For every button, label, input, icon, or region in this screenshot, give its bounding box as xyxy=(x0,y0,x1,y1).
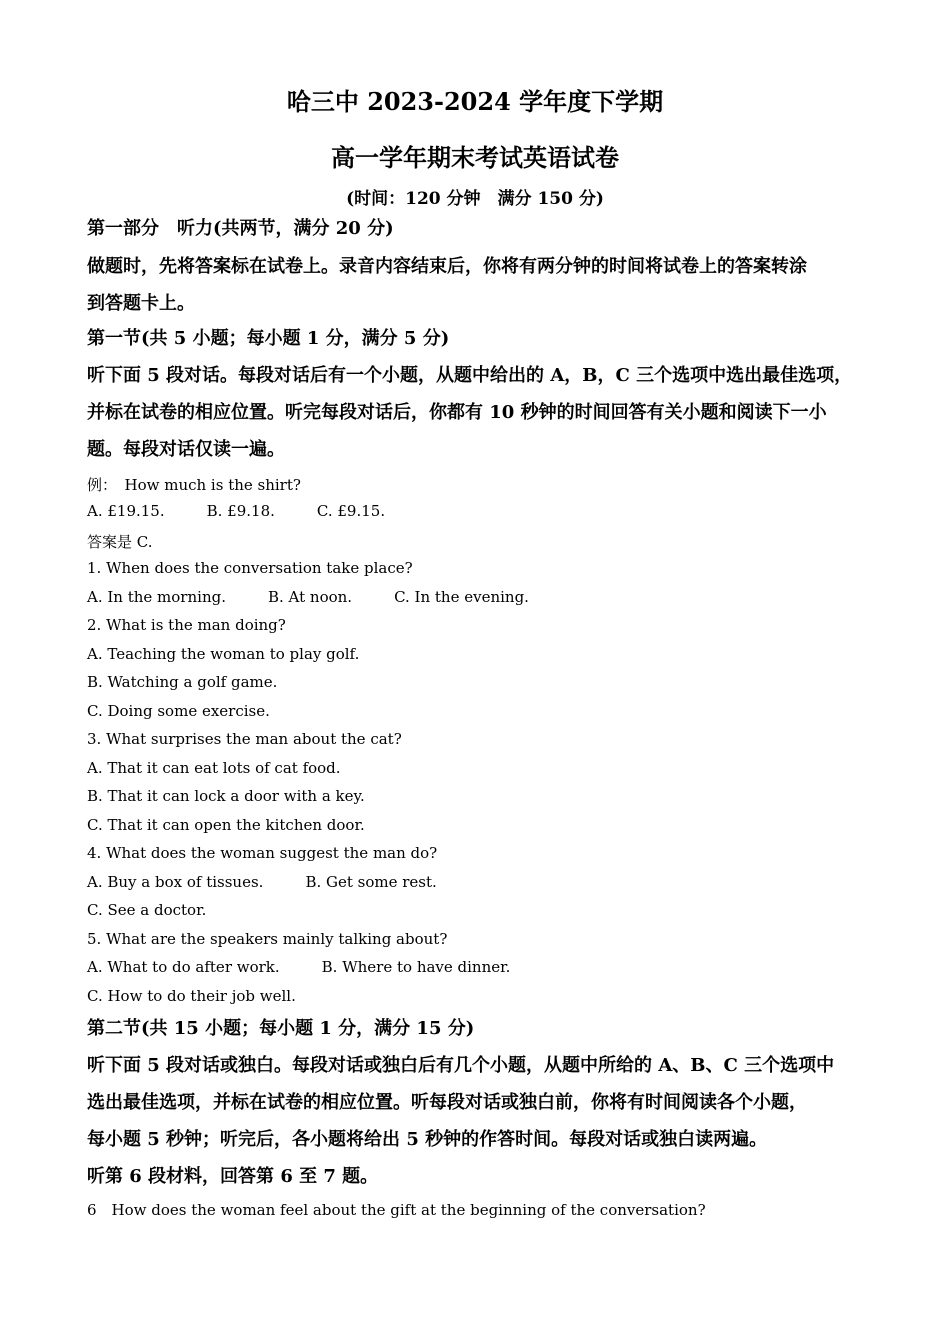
q1-option-b: B. At noon. xyxy=(267,588,353,606)
part1-heading: 第一部分 听力(共两节，满分 20 分) xyxy=(87,218,394,239)
section2-instruction: 听下面 5 段对话或独白。每段对话或独白后有几个小题，从题中所给的 A、B、C 三个选项中 xyxy=(87,1055,835,1076)
time-info: (时间：120 分钟 满分 150 分) xyxy=(346,189,604,209)
section1-heading: 第一节(共 5 小题；每小题 1 分，满分 5 分) xyxy=(87,328,450,349)
question-1-options xyxy=(87,588,529,606)
question-6: 6 How does the woman feel about the gift at the beginning of the conversation? xyxy=(87,1201,706,1219)
example-option-a: A. £19.15. xyxy=(87,502,165,520)
q2-option-a: A. Teaching the woman to play golf. xyxy=(87,645,360,663)
section1-instruction: 并标在试卷的相应位置。听完每段对话后，你都有 10 秒钟的时间回答有关小题和阅读下一小 xyxy=(87,402,827,423)
q2-option-b: B. Watching a golf game. xyxy=(87,673,278,691)
section2-heading: 第二节(共 15 小题；每小题 1 分，满分 15 分) xyxy=(87,1018,475,1039)
part1-instruction: 做题时，先将答案标在试卷上。录音内容结束后，你将有两分钟的时间将试卷上的答案转涂 xyxy=(87,256,807,277)
q3-option-b: B. That it can lock a door with a key. xyxy=(87,787,365,805)
q2-option-c: C. Doing some exercise. xyxy=(87,702,270,720)
example-option-b: B. £9.18. xyxy=(206,502,275,520)
q1-option-c: C. In the evening. xyxy=(394,588,529,606)
exam-subtitle: 高一学年期末考试英语试卷 xyxy=(331,143,619,172)
exam-title: 哈三中 2023-2024 学年度下学期 xyxy=(286,87,664,116)
q1-option-a: A. In the morning. xyxy=(87,588,226,606)
example-answer: 答案是 C. xyxy=(87,533,153,551)
q4-option-b: B. Get some rest. xyxy=(305,873,437,891)
question-4-options xyxy=(87,873,437,891)
q5-option-b: B. Where to have dinner. xyxy=(321,958,511,976)
example-options xyxy=(87,502,385,520)
q5-option-a: A. What to do after work. xyxy=(87,958,280,976)
question-2: 2. What is the man doing? xyxy=(87,616,286,634)
q3-option-c: C. That it can open the kitchen door. xyxy=(87,816,365,834)
section1-instruction: 听下面 5 段对话。每段对话后有一个小题，从题中给出的 A，B，C 三个选项中选出最佳选项， xyxy=(87,365,853,386)
section2-instruction: 选出最佳选项，并标在试卷的相应位置。听每段对话或独白前，你将有时间阅读各个小题， xyxy=(87,1092,807,1113)
question-3: 3. What surprises the man about the cat? xyxy=(87,730,402,748)
example-option-c: C. £9.15. xyxy=(316,502,386,520)
question-5: 5. What are the speakers mainly talking about? xyxy=(87,930,448,948)
q4-option-c: C. See a doctor. xyxy=(87,901,207,919)
question-4: 4. What does the woman suggest the man do? xyxy=(87,844,438,862)
question-5-options xyxy=(87,958,510,976)
question-1: 1. When does the conversation take place? xyxy=(87,559,413,577)
q5-option-c: C. How to do their job well. xyxy=(87,987,296,1005)
example-question: 例： How much is the shirt? xyxy=(87,476,301,494)
part1-instruction: 到答题卡上。 xyxy=(87,293,195,314)
q3-option-a: A. That it can eat lots of cat food. xyxy=(87,759,341,777)
section2-instruction: 每小题 5 秒钟；听完后，各小题将给出 5 秒钟的作答时间。每段对话或独白读两遍。 xyxy=(87,1129,768,1150)
material-6-heading: 听第 6 段材料，回答第 6 至 7 题。 xyxy=(87,1166,379,1187)
section1-instruction: 题。每段对话仅读一遍。 xyxy=(87,439,285,460)
q4-option-a: A. Buy a box of tissues. xyxy=(87,873,264,891)
